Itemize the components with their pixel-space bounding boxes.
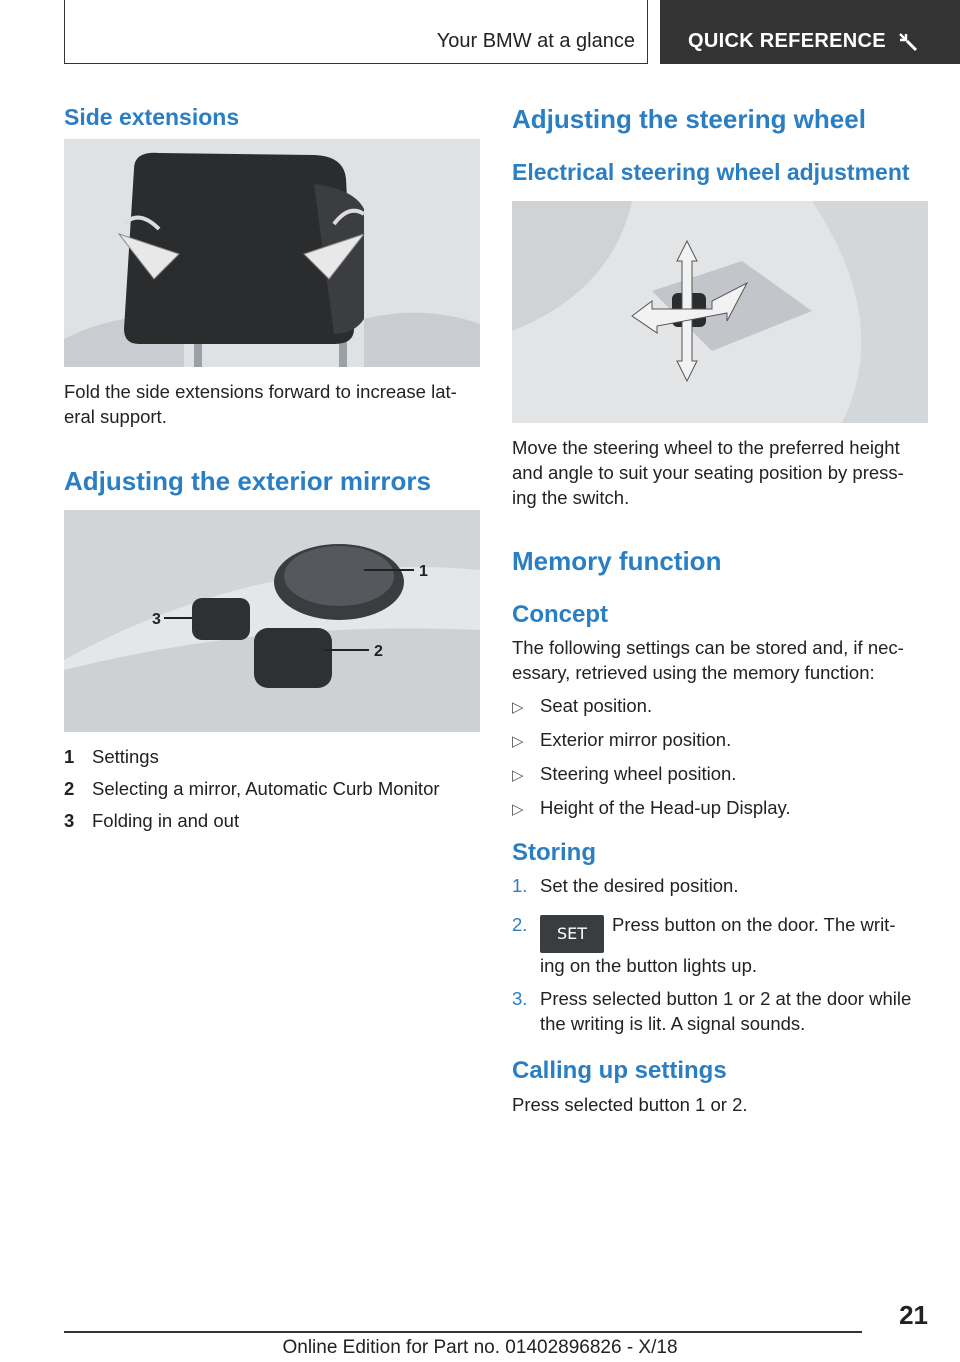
mirror-legend-list [64, 744, 480, 833]
footer-edition: Online Edition for Part no. 01402896826 - X/18 [282, 1337, 678, 1358]
side-ext-line-1: Fold the side extensions forward to increase lat- [64, 381, 457, 402]
storing-heading: Storing [512, 839, 596, 866]
list-item [512, 912, 932, 978]
list-item [512, 873, 932, 898]
memory-heading: Memory function [512, 546, 722, 576]
step-text-cont: the writing is lit. A signal sounds. [540, 1013, 806, 1034]
exterior-mirrors-heading: Adjusting the exterior mirrors [64, 466, 431, 496]
set-button-icon: SET [540, 915, 604, 953]
step-number: 2. [512, 914, 528, 935]
concept-line-2: essary, retrieved using the memory function: [512, 662, 875, 683]
storing-steps [512, 873, 932, 1036]
steering-text [512, 435, 932, 510]
item-number: 3 [64, 810, 75, 831]
list-item [512, 727, 932, 754]
bullet-triangle-icon: ▷ [512, 733, 524, 750]
steering-line-3: ing the switch. [512, 487, 630, 508]
step-text: Set the desired position. [540, 875, 739, 896]
steering-heading: Adjusting the steering wheel [512, 104, 866, 134]
list-item [64, 744, 480, 769]
header-section-box [64, 0, 648, 64]
steering-subheading: Electrical steering wheel adjustment [512, 159, 910, 185]
step-number: 1. [512, 875, 528, 896]
side-extensions-text [64, 379, 480, 429]
mirror-controls-image [64, 510, 480, 732]
steering-line-2: and angle to suit your seating position by press- [512, 462, 904, 483]
calling-heading: Calling up settings [512, 1057, 727, 1084]
callout-3: 3 [152, 611, 161, 628]
side-extensions-heading: Side extensions [64, 104, 240, 130]
headrest-image [64, 139, 480, 367]
callout-1: 1 [419, 563, 428, 580]
step-text-cont: ing on the button lights up. [540, 955, 758, 976]
step-text: Press button on the door. The writ- [612, 914, 896, 935]
memory-bullets [512, 693, 932, 822]
callout-2: 2 [374, 643, 383, 660]
list-item [64, 808, 480, 833]
bullet-text: Steering wheel position. [540, 763, 737, 784]
calling-text: Press selected button 1 or 2. [512, 1094, 748, 1115]
step-number: 3. [512, 988, 528, 1009]
side-ext-line-2: eral support. [64, 406, 167, 427]
bullet-text: Seat position. [540, 695, 653, 716]
step-text: Press selected button 1 or 2 at the door while [540, 988, 912, 1009]
concept-heading: Concept [512, 601, 608, 628]
concept-text [512, 635, 932, 685]
bullet-triangle-icon: ▷ [512, 767, 524, 784]
item-number: 2 [64, 778, 75, 799]
bullet-triangle-icon: ▷ [512, 801, 524, 818]
item-number: 1 [64, 746, 75, 767]
list-item [64, 776, 480, 801]
header-chapter-title: QUICK REFERENCE [688, 30, 886, 52]
steering-switch-image [512, 201, 928, 423]
quick-reference-icon [896, 30, 920, 54]
concept-line-1: The following settings can be stored and, if nec- [512, 637, 904, 658]
list-item [512, 693, 932, 720]
item-label: Folding in and out [92, 810, 240, 831]
list-item [512, 761, 932, 788]
header-chapter-tab [660, 0, 960, 64]
header-section-title: Your BMW at a glance [436, 30, 635, 52]
bullet-text: Exterior mirror position. [540, 729, 732, 750]
bullet-triangle-icon: ▷ [512, 699, 524, 716]
footer-divider [64, 1331, 862, 1333]
page-number: 21 [899, 1300, 928, 1330]
item-label: Selecting a mirror, Automatic Curb Monitor [92, 778, 440, 799]
steering-line-1: Move the steering wheel to the preferred height [512, 437, 900, 458]
bullet-text: Height of the Head-up Display. [540, 797, 791, 818]
item-label: Settings [92, 746, 159, 767]
list-item [512, 986, 932, 1036]
list-item [512, 795, 932, 822]
